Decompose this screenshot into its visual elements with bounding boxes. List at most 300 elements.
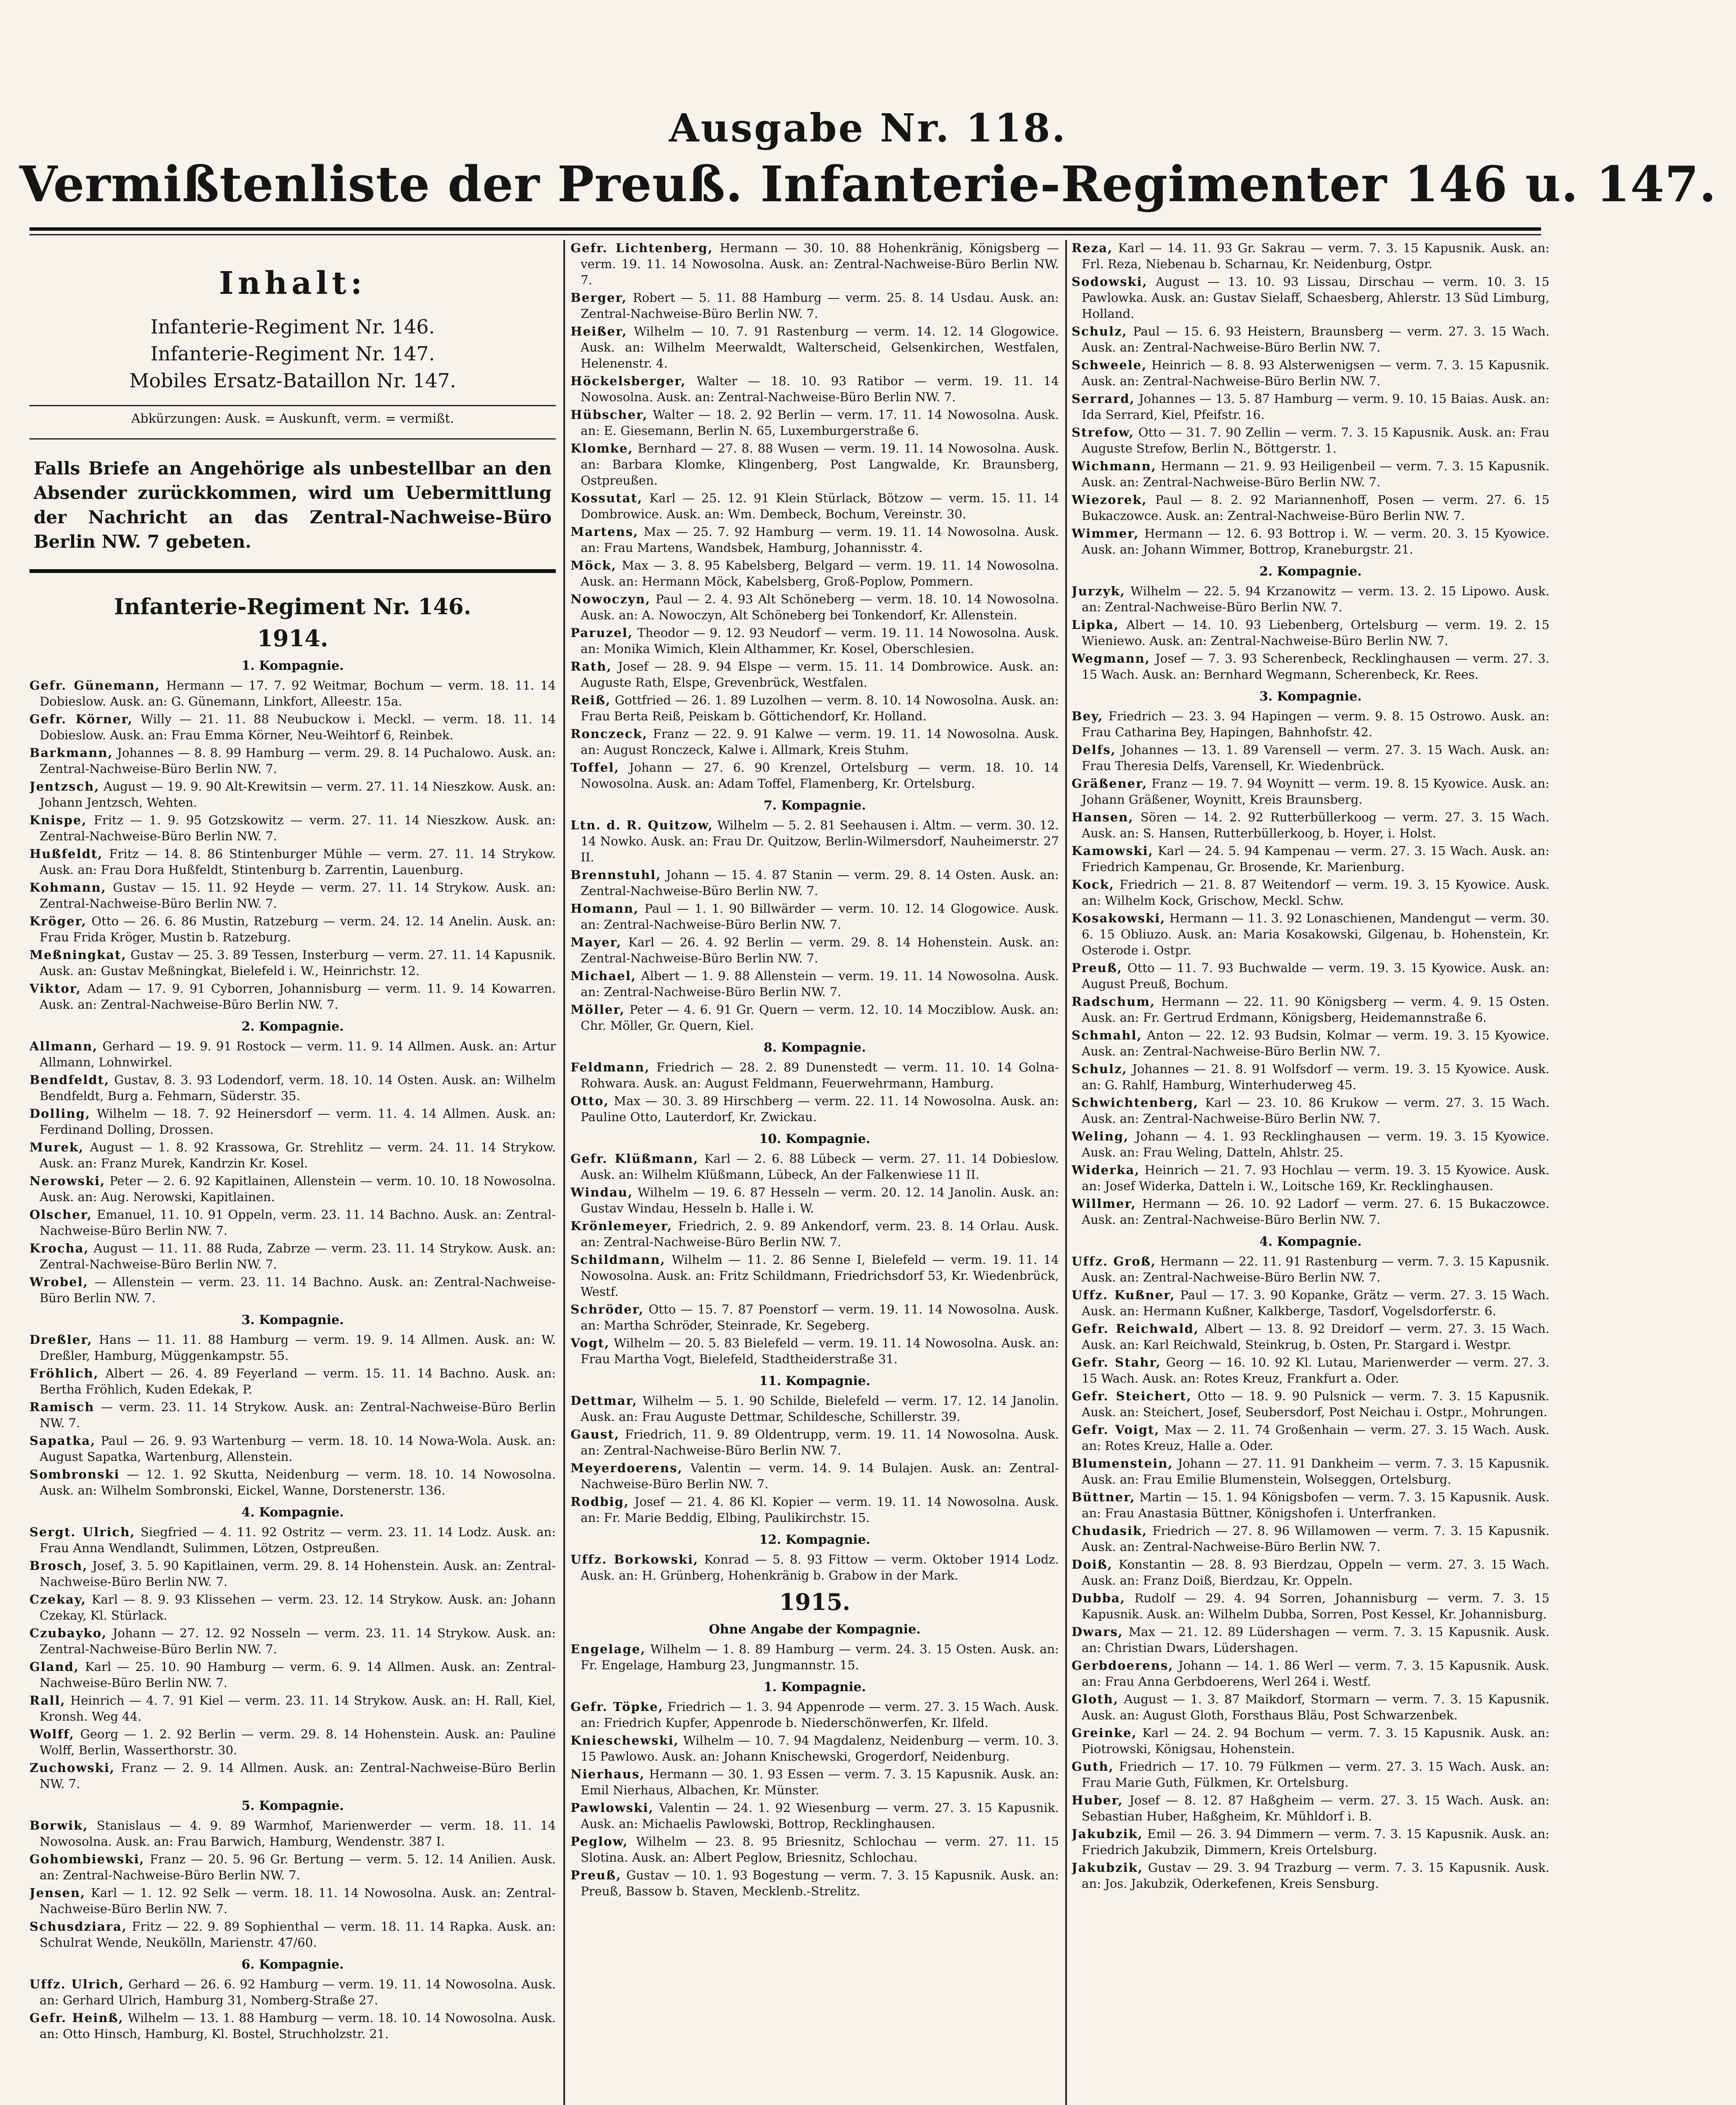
entry-details: August — 13. 10. 93 Lissau, Dirschau — verm. 10. 3. 15 Pawlowka. Ausk. an: Gustav Sielaff, Schaesberg, Ahlerstr. 13 Süd Limburg, Holland. (1082, 274, 1549, 321)
entry-name: Höckelsberger, (571, 374, 686, 388)
entry-name: Reiß, (571, 693, 611, 707)
entry-details: Johann — 27. 12. 92 Nosseln — verm. 23. 11. 14 Strykow. Ausk. an: Zentral-Nachweise-Büro Berlin NW. 7. (40, 1626, 556, 1656)
entry-name: Kock, (1072, 877, 1115, 892)
list-entry (1072, 809, 1549, 841)
entry-details: Karl — 1. 12. 92 Selk — verm. 18. 11. 14 Nowosolna. Ausk. an: Zentral-Nachweise-Büro Berlin NW. 7. (40, 1886, 556, 1916)
entry-name: Huber, (1072, 1793, 1123, 1807)
list-entry (29, 1240, 556, 1272)
entry-details: Johannes — 13. 1. 89 Varensell — verm. 27. 3. 15 Wach. Ausk. an: Frau Theresia Delfs, Varensell, Kr. Wiedenbrück. (1082, 743, 1549, 773)
entry-details: Johann — 27. 6. 90 Krenzel, Ortelsburg — verm. 18. 10. 14 Nowosolna. Ausk. an: Adam Toffel, Flamenberg, Kr. Ortelsburg. (581, 760, 1059, 791)
entry-name: Gaust, (571, 1427, 620, 1442)
list-entry (571, 1766, 1059, 1798)
entry-name: Gefr. Töpke, (571, 1700, 664, 1714)
list-entry (29, 1817, 556, 1849)
entry-name: Chudasik, (1072, 1524, 1147, 1538)
column-3-entries (1072, 240, 1549, 1892)
entry-details: Albert — 1. 9. 88 Allenstein — verm. 19. 11. 14 Nowosolna. Ausk. an: Zentral-Nachweise-Büro Berlin NW. 7. (581, 969, 1059, 999)
entry-name: Blumenstein, (1072, 1456, 1173, 1471)
list-entry (571, 1093, 1059, 1125)
year-heading: 1914. (257, 625, 328, 652)
list-entry (571, 557, 1059, 589)
entry-details: Rudolf — 29. 4. 94 Sorren, Johannisburg — verm. 7. 3. 15 Kapusnik. Ausk. an: Wilhelm Dubba, Sorren, Post Kessel, Kr. Johannisburg. (1082, 1591, 1549, 1621)
list-entry (571, 692, 1059, 724)
entry-name: Gefr. Lichtenberg, (571, 241, 713, 255)
entry-name: Klomke, (571, 441, 633, 456)
entry-details: Paul — 26. 9. 93 Wartenburg — verm. 18. 10. 14 Nowa-Wola. Ausk. an: August Sapatka, Wartenburg, Allenstein. (40, 1434, 556, 1464)
entry-name: Gefr. Voigt, (1072, 1423, 1160, 1437)
entry-name: Otto, (571, 1094, 609, 1108)
list-entry (1072, 525, 1549, 557)
list-entry (29, 1851, 556, 1883)
list-entry (571, 1218, 1059, 1250)
list-entry (1072, 357, 1549, 389)
company-heading: 1. Kompagnie. (241, 658, 344, 673)
entry-name: Wolff, (29, 1727, 75, 1741)
entry-name: Lipka, (1072, 618, 1119, 632)
list-entry (1072, 708, 1549, 740)
entry-name: Olscher, (29, 1207, 93, 1222)
company-heading: 3. Kompagnie. (1259, 689, 1362, 704)
list-entry (29, 1976, 556, 2008)
entry-name: Gohombiewski, (29, 1852, 145, 1866)
entry-name: Uffz. Ulrich, (29, 1977, 124, 1991)
entry-details: Otto — 31. 7. 90 Zellin — verm. 7. 3. 15 Kapusnik. Ausk. an: Frau Auguste Strefow, Berlin N., Böttgerstr. 1. (1082, 425, 1549, 456)
entry-details: Friedrich — 28. 2. 89 Dunenstedt — verm. 11. 10. 14 Golna-Rohwara. Ausk. an: August Feldmann, Feuerwehrmann, Hamburg. (581, 1060, 1059, 1090)
list-entry (29, 1139, 556, 1171)
list-entry (29, 1591, 556, 1623)
list-entry (571, 1393, 1059, 1425)
entry-name: Möller, (571, 1002, 625, 1017)
list-entry (1072, 424, 1549, 456)
entry-details: August — 19. 9. 90 Alt-Krewitsin — verm. 27. 11. 14 Nieszkow. Ausk. an: Johann Jentzsch, Wehten. (40, 779, 556, 810)
entry-details: Hermann — 26. 10. 92 Ladorf — verm. 27. 6. 15 Bukaczowce. Ausk. an: Zentral-Nachweise-Büro Berlin NW. 7. (1082, 1196, 1549, 1227)
list-entry (1072, 877, 1549, 909)
entry-name: Widerka, (1072, 1163, 1140, 1177)
entry-details: Johannes — 8. 8. 99 Hamburg — verm. 29. 8. 14 Puchalowo. Ausk. an: Zentral-Nachweise-Büro Berlin NW. 7. (40, 746, 556, 776)
list-entry (29, 1918, 556, 1950)
list-entry (571, 759, 1059, 791)
regiment-heading: Infanterie-Regiment Nr. 146. (114, 594, 472, 620)
entry-details: Josef, 3. 5. 90 Kapitlainen, verm. 29. 8. 14 Hohenstein. Ausk. an: Zentral-Nachweise-Büro Berlin NW. 7. (40, 1559, 556, 1589)
entry-details: Otto — 26. 6. 86 Mustin, Ratzeburg — verm. 24. 12. 14 Anelin. Ausk. an: Frau Frida Kröger, Mustin b. Ratzeburg. (40, 914, 556, 944)
list-entry (1072, 1624, 1549, 1656)
entry-details: Franz — 2. 9. 14 Allmen. Ausk. an: Zentral-Nachweise-Büro Berlin NW. 7. (40, 1761, 556, 1791)
entry-name: Jakubzik, (1072, 1860, 1143, 1875)
list-entry (571, 591, 1059, 623)
entry-name: Barkmann, (29, 746, 113, 760)
entry-name: Wichmann, (1072, 459, 1157, 473)
entry-name: Schusdziara, (29, 1919, 127, 1934)
entry-details: Wilhelm — 13. 1. 88 Hamburg — verm. 18. 10. 14 Nowosolna. Ausk. an: Otto Hinsch, Hamburg, Kl. Bostel, Struchholzstr. 21. (40, 2011, 556, 2041)
entry-name: Büttner, (1072, 1490, 1136, 1504)
entry-details: Gustav — 15. 11. 92 Heyde — verm. 27. 11. 14 Strykow. Ausk. an: Zentral-Nachweise-Büro Berlin NW. 7. (40, 880, 556, 911)
list-entry (1072, 1196, 1549, 1228)
list-entry (571, 524, 1059, 556)
list-entry (571, 901, 1059, 933)
list-entry (571, 1335, 1059, 1367)
entry-name: Schröder, (571, 1302, 644, 1316)
entry-name: Wegmann, (1072, 651, 1150, 666)
list-entry (571, 1252, 1059, 1300)
entry-details: Franz — 20. 5. 96 Gr. Bertung — verm. 5. 12. 14 Anilien. Ausk. an: Zentral-Nachweise-Büro Berlin NW. 7. (40, 1852, 556, 1882)
entry-details: Friedrich — 17. 10. 79 Fülkmen — verm. 27. 3. 15 Wach. Ausk. an: Frau Marie Guth, Fülkmen, Kr. Ortelsburg. (1082, 1759, 1549, 1790)
list-entry (1072, 1860, 1549, 1892)
column-1-entries (29, 658, 556, 2042)
entry-name: Delfs, (1072, 743, 1116, 757)
entry-details: Otto — 15. 7. 87 Poenstorf — verm. 19. 11. 14 Nowosolna. Ausk. an: Martha Schröder, Steinrade, Kr. Segeberg. (581, 1302, 1059, 1332)
entry-details: Gustav — 29. 3. 94 Trazburg — verm. 7. 3. 15 Kapusnik. Ausk. an: Jos. Jakubzik, Oderkefenen, Kreis Sensburg. (1082, 1860, 1549, 1891)
list-entry (1072, 1523, 1549, 1555)
entry-name: Gefr. Reichwald, (1072, 1322, 1199, 1336)
entry-details: Emanuel, 11. 10. 91 Oppeln, verm. 23. 11. 14 Bachno. Ausk. an: Zentral-Nachweise-Büro Berlin NW. 7. (40, 1207, 556, 1238)
entry-details: Konstantin — 28. 8. 93 Bierdzau, Oppeln — verm. 27. 3. 15 Wach. Ausk. an: Franz Doiß, Bierdzau, Kr. Oppeln. (1082, 1557, 1549, 1588)
entry-name: Ltn. d. R. Quitzow, (571, 818, 713, 832)
entry-name: Dreßler, (29, 1332, 93, 1347)
notice-text: Falls Briefe an Angehörige als unbestellbar an den Absender zurückkommen, wird um Uebermittlung der Nachricht an das Zentral-Nachweise-Büro Berlin NW. 7 gebeten. (34, 458, 552, 552)
list-entry (29, 1885, 556, 1917)
list-entry (1072, 458, 1549, 490)
entry-details: Johann — 27. 11. 91 Dankheim — verm. 7. 3. 15 Kapusnik. Ausk. an: Frau Emilie Blumenstein, Wolseggen, Ortelsburg. (1082, 1456, 1549, 1487)
entry-details: Walter — 18. 2. 92 Berlin — verm. 17. 11. 14 Nowosolna. Ausk. an: E. Giesemann, Berlin N. 65, Luxemburgerstraße 6. (581, 408, 1059, 438)
entry-details: Wilhelm — 5. 1. 90 Schilde, Bielefeld — verm. 17. 12. 14 Janolin. Ausk. an: Frau Auguste Dettmar, Schildesche, Schillerstr. 39. (581, 1394, 1059, 1424)
list-entry (1072, 1691, 1549, 1723)
entry-details: Hermann — 12. 6. 93 Bottrop i. W. — verm. 20. 3. 15 Kyowice. Ausk. an: Johann Wimmer, Bottrop, Kraneburgstr. 21. (1082, 526, 1549, 557)
entry-name: Martens, (571, 525, 639, 539)
list-entry (1072, 1422, 1549, 1454)
entry-details: Karl — 8. 9. 93 Klissehen — verm. 23. 12. 14 Strykow. Ausk. an: Johann Czekay, Kl. Stürlack. (40, 1592, 556, 1623)
entry-name: Uffz. Borkowski, (571, 1552, 699, 1567)
entry-details: Wilhelm — 10. 7. 91 Rastenburg — verm. 14. 12. 14 Glogowice. Ausk. an: Wilhelm Meerwaldt, Walterscheid, Gelsenkirchen, Westfalen, Helenenstr. 4. (581, 324, 1059, 370)
contents-item: Mobiles Ersatz-Bataillon Nr. 147. (129, 369, 456, 392)
list-entry (1072, 960, 1549, 992)
entry-name: Kossutat, (571, 491, 643, 505)
entry-name: Willmer, (1072, 1196, 1136, 1211)
entry-details: Albert — 14. 10. 93 Liebenberg, Ortelsburg — verm. 19. 2. 15 Wieniewo. Ausk. an: Zentral-Nachweise-Büro Berlin NW. 7. (1082, 618, 1549, 648)
entry-details: Albert — 26. 4. 89 Feyerland — verm. 15. 11. 14 Bachno. Ausk. an: Bertha Fröhlich, Kuden Edekak, P. (40, 1366, 556, 1396)
column-divider (563, 240, 565, 2105)
entry-name: Sombronski (29, 1467, 120, 1481)
entry-name: Fröhlich, (29, 1366, 99, 1380)
entry-name: Gefr. Steichert, (1072, 1389, 1192, 1403)
entry-details: Wilhelm — 22. 5. 94 Krzanowitz — verm. 13. 2. 15 Lipowo. Ausk. an: Zentral-Nachweise-Büro Berlin NW. 7. (1082, 584, 1549, 614)
entry-details: Friedrich, 11. 9. 89 Oldentrupp, verm. 19. 11. 14 Nowosolna. Ausk. an: Zentral-Nachweise-Büro Berlin NW. 7. (581, 1427, 1059, 1458)
entry-name: Sapatka, (29, 1434, 96, 1448)
entry-name: Zuchowski, (29, 1761, 115, 1775)
list-entry (571, 625, 1059, 657)
list-entry (571, 658, 1059, 690)
entry-details: Gustav — 10. 1. 93 Bogestung — verm. 7. 3. 15 Kapusnik. Ausk. an: Preuß, Bassow b. Staven, Mecklenb.-Strelitz. (581, 1868, 1059, 1898)
entry-details: Gerhard — 26. 6. 92 Hamburg — verm. 19. 11. 14 Nowosolna. Ausk. an: Gerhard Ulrich, Hamburg 31, Nomberg-Straße 27. (40, 1977, 556, 2007)
entry-details: Georg — 1. 2. 92 Berlin — verm. 29. 8. 14 Hohenstein. Ausk. an: Pauline Wolff, Berlin, Wasserthorstr. 30. (40, 1727, 556, 1757)
list-entry (29, 1106, 556, 1138)
entry-name: Pawlowski, (571, 1801, 654, 1815)
entry-details: Karl — 14. 11. 93 Gr. Sakrau — verm. 7. 3. 15 Kapusnik. Ausk. an: Frl. Reza, Niebenau b. Scharnau, Kr. Neidenburg, Ostpr. (1082, 241, 1549, 271)
entry-name: Schmahl, (1072, 1028, 1142, 1042)
entry-details: Siegfried — 4. 11. 92 Ostritz — verm. 23. 11. 14 Lodz. Ausk. an: Frau Anna Wendlandt, Sulimmen, Lötzen, Ostpreußen. (40, 1525, 556, 1555)
entry-name: Viktor, (29, 981, 82, 996)
entry-details: Theodor — 9. 12. 93 Neudorf — verm. 19. 11. 14 Nowosolna. Ausk. an: Monika Wimich, Klein Althammer, Kr. Kosel, Oberschlesien. (581, 626, 1059, 656)
entry-name: Toffel, (571, 760, 620, 775)
entry-details: Johann — 4. 1. 93 Recklinghausen — verm. 19. 3. 15 Kyowice. Ausk. an: Frau Weling, Datteln, Ahlstr. 25. (1082, 1129, 1549, 1159)
entry-details: August — 11. 11. 88 Ruda, Zabrze — verm. 23. 11. 14 Strykow. Ausk. an: Zentral-Nachweise-Büro Berlin NW. 7. (40, 1241, 556, 1271)
entry-name: Schulz, (1072, 324, 1128, 338)
list-entry (1072, 1128, 1549, 1160)
company-heading: Ohne Angabe der Kompagnie. (709, 1622, 921, 1637)
list-entry (571, 1833, 1059, 1865)
entry-name: Brennstuhl, (571, 868, 661, 882)
list-entry (29, 1726, 556, 1758)
entry-name: Rodbig, (571, 1495, 629, 1509)
entry-name: Kröger, (29, 914, 87, 928)
entry-details: Max — 30. 3. 89 Hirschberg — verm. 22. 11. 14 Nowosolna. Ausk. an: Pauline Otto, Lauterdorf, Kr. Zwickau. (581, 1094, 1059, 1124)
list-entry (1072, 1455, 1549, 1487)
list-entry (571, 1641, 1059, 1673)
list-entry (571, 440, 1059, 488)
entry-name: Jensen, (29, 1886, 86, 1900)
list-entry (29, 1760, 556, 1792)
entry-details: Adam — 17. 9. 91 Cyborren, Johannisburg — verm. 11. 9. 14 Kowarren. Ausk. an: Zentral-Nachweise-Büro Berlin NW. 7. (40, 981, 556, 1012)
company-heading: 1. Kompagnie. (763, 1680, 866, 1695)
entry-details: Martin — 15. 1. 94 Königsbofen — verm. 7. 3. 15 Kapusnik. Ausk. an: Frau Anastasia Büttner, Königshofen i. Unterfranken. (1082, 1490, 1549, 1520)
entry-name: Gefr. Günemann, (29, 678, 160, 693)
entry-name: Allmann, (29, 1039, 98, 1053)
entry-details: Hermann — 22. 11. 91 Rastenburg — verm. 7. 3. 15 Kapusnik. Ausk. an: Zentral-Nachweise-Büro Berlin NW. 7. (1082, 1254, 1549, 1284)
entry-name: Gerbdoerens, (1072, 1658, 1174, 1673)
list-entry (29, 1659, 556, 1691)
list-entry (571, 290, 1059, 322)
entry-name: Michael, (571, 969, 637, 983)
list-entry (1072, 843, 1549, 875)
company-heading: 12. Kompagnie. (759, 1532, 870, 1547)
entry-details: Anton — 22. 12. 93 Budsin, Kolmar — verm. 19. 3. 15 Kyowice. Ausk. an: Zentral-Nachweise-Büro Berlin NW. 7. (1082, 1028, 1549, 1058)
page-title: Vermißtenliste der Preuß. Infanterie-Regimenter 146 u. 147. (19, 156, 1717, 213)
entry-details: Gottfried — 26. 1. 89 Luzolhen — verm. 8. 10. 14 Nowosolna. Ausk. an: Frau Berta Reiß, Peiskam b. Göttichendorf, Kr. Holland. (581, 693, 1059, 723)
entry-name: Kosakowski, (1072, 911, 1165, 925)
list-entry (29, 1365, 556, 1397)
abbreviations: Abkürzungen: Ausk. = Auskunft, verm. = vermißt. (131, 411, 454, 426)
entry-details: Heinrich — 4. 7. 91 Kiel — verm. 23. 11. 14 Strykow. Ausk. an: H. Rall, Kiel, Kronsh. Weg 44. (40, 1693, 556, 1724)
entry-name: Paruzel, (571, 626, 633, 640)
list-entry (1072, 1287, 1549, 1319)
entry-details: Paul — 2. 4. 93 Alt Schöneberg — verm. 18. 10. 14 Nowosolna. Ausk. an: A. Nowoczyn, Alt Schöneberg bei Tonkendorf, Kr. Allenstein. (581, 592, 1059, 622)
list-entry (29, 879, 556, 911)
contents-rule (29, 438, 556, 440)
list-entry (29, 677, 556, 709)
column-2 (571, 240, 1059, 2105)
list-entry (571, 323, 1059, 371)
list-entry (571, 1699, 1059, 1731)
list-entry (29, 1558, 556, 1590)
list-entry (29, 1038, 556, 1070)
entry-details: Hermann — 11. 3. 92 Lonaschienen, Mandengut — verm. 30. 6. 15 Obliuzo. Ausk. an: Maria Kosakowski, Gilgenau, b. Hohenstein, Kr. Osterode i. Ostpr. (1082, 911, 1549, 957)
list-entry (29, 1433, 556, 1465)
list-entry (29, 1399, 556, 1431)
entry-details: Peter — 4. 6. 91 Gr. Quern — verm. 12. 10. 14 Mocziblow. Ausk. an: Chr. Möller, Gr. Quern, Kiel. (581, 1002, 1059, 1033)
list-entry (1072, 1162, 1549, 1194)
list-entry (1072, 391, 1549, 423)
list-entry (1072, 1725, 1549, 1757)
entry-details: Gustav — 25. 3. 89 Tessen, Insterburg — verm. 27. 11. 14 Kapusnik. Ausk. an: Gustav Meßningkat, Bielefeld i. W., Heinrichstr. 12. (40, 948, 556, 978)
list-entry (1072, 1556, 1549, 1588)
entry-details: Peter — 2. 6. 92 Kapitlainen, Allenstein — verm. 10. 10. 18 Nowosolna. Ausk. an: Aug. Nerowski, Kapitlainen. (40, 1174, 556, 1204)
company-heading: 2. Kompagnie. (241, 1019, 344, 1034)
entry-details: Gerhard — 19. 9. 91 Rostock — verm. 11. 9. 14 Allmen. Ausk. an: Artur Allmann, Lohnwirkel. (40, 1039, 556, 1069)
entry-name: Doiß, (1072, 1557, 1113, 1572)
list-entry (571, 373, 1059, 405)
entry-details: Paul — 1. 1. 90 Billwärder — verm. 10. 12. 14 Glogowice. Ausk. an: Zentral-Nachweise-Büro Berlin NW. 7. (581, 901, 1059, 932)
entry-details: Karl — 25. 10. 90 Hamburg — verm. 6. 9. 14 Allmen. Ausk. an: Zentral-Nachweise-Büro Berlin NW. 7. (40, 1660, 556, 1690)
entry-name: Peglow, (571, 1834, 628, 1849)
entry-details: Heinrich — 21. 7. 93 Hochlau — verm. 19. 3. 15 Kyowice. Ausk. an: Josef Widerka, Datteln i. W., Loitsche 169, Kr. Recklinghausen. (1082, 1163, 1549, 1193)
list-entry (29, 812, 556, 844)
entry-name: Dettmar, (571, 1394, 638, 1408)
entry-name: Preuß, (1072, 961, 1123, 975)
entry-name: Bey, (1072, 709, 1104, 723)
entry-details: — verm. 23. 11. 14 Strykow. Ausk. an: Zentral-Nachweise-Büro Berlin NW. 7. (40, 1400, 556, 1430)
entry-details: Wilhelm — 19. 6. 87 Hesseln — verm. 20. 12. 14 Janolin. Ausk. an: Gustav Windau, Hesseln b. Halle i. W. (581, 1185, 1059, 1215)
entry-details: Johannes — 21. 8. 91 Wolfsdorf — verm. 19. 3. 15 Kyowice. Ausk. an: G. Rahlf, Hamburg, Winterhuderweg 45. (1082, 1062, 1549, 1092)
list-entry (1072, 583, 1549, 615)
entry-name: Dolling, (29, 1106, 91, 1121)
entry-details: Max — 25. 7. 92 Hamburg — verm. 19. 11. 14 Nowosolna. Ausk. an: Frau Martens, Wandsbek, Hamburg, Johannisstr. 4. (581, 525, 1059, 555)
entry-details: Stanislaus — 4. 9. 89 Warmhof, Marienwerder — verm. 18. 11. 14 Nowosolna. Ausk. an: Frau Barwich, Hamburg, Wendenstr. 387 I. (40, 1818, 556, 1849)
entry-details: Franz — 19. 7. 94 Woynitt — verm. 19. 8. 15 Kyowice. Ausk. an: Johann Gräßener, Woynitt, Kreis Braunsberg. (1082, 776, 1549, 807)
entry-name: Hansen, (1072, 810, 1134, 824)
list-entry (1072, 1027, 1549, 1059)
list-entry (1072, 1388, 1549, 1420)
list-entry (29, 1207, 556, 1239)
entry-details: Willy — 21. 11. 88 Neubuckow i. Meckl. — verm. 18. 11. 14 Dobieslow. Ausk. an: Frau Emma Körner, Neu-Weihtorf 6, Reinbek. (40, 712, 556, 742)
entry-details: Karl — 26. 4. 92 Berlin — verm. 29. 8. 14 Hohenstein. Ausk. an: Zentral-Nachweise-Büro Berlin NW. 7. (581, 935, 1059, 965)
entry-name: Ronczeck, (571, 727, 648, 741)
list-entry (1072, 1792, 1549, 1824)
list-entry (1072, 994, 1549, 1026)
entry-name: Gefr. Körner, (29, 712, 133, 726)
list-entry (571, 1460, 1059, 1492)
entry-name: Krocha, (29, 1241, 89, 1255)
entry-details: Wilhelm — 10. 7. 94 Magdalenz, Neidenburg — verm. 10. 3. 15 Pawlowo. Ausk. an: Johann Knischewski, Grogerdorf, Neidenburg. (581, 1733, 1059, 1764)
header-rule (29, 227, 1541, 231)
entry-name: Sergt. Ulrich, (29, 1525, 136, 1539)
entry-details: Josef — 21. 4. 86 Kl. Kopier — verm. 19. 11. 14 Nowosolna. Ausk. an: Fr. Marie Beddig, Elbing, Paulikirchstr. 15. (581, 1495, 1059, 1525)
entry-name: Wiezorek, (1072, 493, 1147, 507)
entry-details: Johannes — 13. 5. 87 Hamburg — verm. 9. 10. 15 Baias. Ausk. an: Ida Serrard, Kiel, Pfeifstr. 16. (1082, 392, 1549, 422)
entry-name: Preuß, (571, 1868, 621, 1882)
entry-details: Albert — 13. 8. 92 Dreidorf — verm. 27. 3. 15 Wach. Ausk. an: Karl Reichwald, Steinkrug, b. Osten, Pr. Stargard i. Westpr. (1082, 1322, 1549, 1352)
entry-details: Wilhelm — 11. 2. 86 Senne I, Bielefeld — verm. 19. 11. 14 Nowosolna. Ausk. an: Fritz Schildmann, Friedrichsdorf 53, Kr. Wiedenbrück, Westf. (581, 1252, 1059, 1299)
entry-name: Gefr. Klüßmann, (571, 1151, 699, 1166)
entry-name: Vogt, (571, 1336, 610, 1350)
entry-name: Nierhaus, (571, 1767, 645, 1781)
list-entry (571, 968, 1059, 1000)
entry-name: Gloth, (1072, 1692, 1119, 1706)
issue-number: Ausgabe Nr. 118. (669, 105, 1067, 151)
entry-details: Hermann — 17. 7. 92 Weitmar, Bochum — verm. 18. 11. 14 Dobieslow. Ausk. an: G. Günemann, Linkfort, Alleestr. 15a. (40, 678, 556, 709)
entry-name: Dubba, (1072, 1591, 1125, 1605)
entry-name: Gefr. Stahr, (1072, 1355, 1161, 1370)
list-entry (29, 1332, 556, 1364)
list-entry (1072, 1759, 1549, 1791)
list-entry (571, 240, 1059, 288)
entry-name: Reza, (1072, 241, 1113, 255)
list-entry (571, 1732, 1059, 1764)
list-entry (29, 711, 556, 743)
entry-name: Windau, (571, 1185, 633, 1199)
entry-name: Jakubzik, (1072, 1827, 1143, 1841)
column-3 (1072, 240, 1549, 2105)
entry-details: Sören — 14. 2. 92 Rutterbüllerkoog — verm. 27. 3. 15 Wach. Ausk. an: S. Hansen, Rutterbüllerkoog, b. Hoyer, i. Holst. (1082, 810, 1549, 840)
list-entry (571, 1551, 1059, 1583)
entry-name: Weling, (1072, 1129, 1129, 1143)
entry-details: Karl — 2. 6. 88 Lübeck — verm. 27. 11. 14 Dobieslow. Ausk. an: Wilhelm Klüßmann, Lübeck, An der Falkenwiese 11 II. (581, 1151, 1059, 1182)
company-heading: 2. Kompagnie. (1259, 564, 1362, 579)
list-entry (1072, 323, 1549, 355)
entry-details: Josef — 28. 9. 94 Elspe — verm. 15. 11. 14 Dombrowice. Ausk. an: Auguste Rath, Elspe, Grevenbrück, Westfalen. (581, 659, 1059, 690)
list-entry (571, 1301, 1059, 1333)
list-entry (1072, 617, 1549, 649)
company-heading: 11. Kompagnie. (759, 1374, 870, 1388)
entry-name: Guth, (1072, 1759, 1114, 1774)
entry-name: Homann, (571, 901, 639, 916)
entry-details: Karl — 24. 2. 94 Bochum — verm. 7. 3. 15 Kapusnik. Ausk. an: Piotrowski, Königsau, Hohenstein. (1082, 1726, 1549, 1756)
entry-name: Czekay, (29, 1592, 87, 1607)
entry-name: Krönlemeyer, (571, 1219, 673, 1233)
contents-rule (29, 405, 556, 406)
entry-name: Strefow, (1072, 425, 1134, 440)
entry-details: — 12. 1. 92 Skutta, Neidenburg — verm. 18. 10. 14 Nowosolna. Ausk. an: Wilhelm Sombronski, Eickel, Wanne, Dorstenerstr. 136. (40, 1467, 556, 1497)
entry-name: Schildmann, (571, 1252, 666, 1267)
entry-name: Schweele, (1072, 358, 1147, 372)
entry-name: Jurzyk, (1072, 584, 1125, 598)
entry-name: Jentzsch, (29, 779, 100, 794)
entry-details: August — 1. 8. 92 Krassowa, Gr. Strehlitz — verm. 24. 11. 14 Strykow. Ausk. an: Franz Murek, Kandrzin Kr. Kosel. (40, 1140, 556, 1170)
entry-details: Max — 3. 8. 95 Kabelsberg, Belgard — verm. 19. 11. 14 Nowosolna. Ausk. an: Hermann Möck, Kabelsberg, Groß-Poplow, Pommern. (581, 558, 1059, 589)
entry-name: Uffz. Kußner, (1072, 1288, 1176, 1302)
list-entry (29, 913, 556, 945)
year-heading: 1915. (779, 1588, 851, 1615)
list-entry (1072, 742, 1549, 774)
entry-name: Kohmann, (29, 880, 107, 895)
entry-name: Radschum, (1072, 994, 1155, 1009)
entry-details: Wilhelm — 23. 8. 95 Briesnitz, Schlochau — verm. 27. 11. 15 Slotina. Ausk. an: Albert Peglow, Briesnitz, Schlochau. (581, 1834, 1059, 1865)
header-rule-thin (29, 234, 1541, 235)
list-entry (571, 490, 1059, 522)
entry-name: Feldmann, (571, 1060, 650, 1074)
entry-name: Czubayko, (29, 1626, 107, 1640)
entry-details: Wilhelm — 1. 8. 89 Hamburg — verm. 24. 3. 15 Osten. Ausk. an: Fr. Engelage, Hamburg 23, Jungmannstr. 15. (581, 1642, 1059, 1672)
list-entry (571, 726, 1059, 758)
list-entry (29, 1524, 556, 1556)
entry-name: Gland, (29, 1660, 80, 1674)
entry-details: Josef — 7. 3. 93 Scherenbeck, Recklinghausen — verm. 27. 3. 15 Wach. Ausk. an: Bernhard Wegmann, Scherenbeck, Kr. Rees. (1082, 651, 1549, 682)
entry-details: Wilhelm — 5. 2. 81 Seehausen i. Altm. — verm. 30. 12. 14 Nowko. Ausk. an: Frau Dr. Quitzow, Berlin-Wilmersdorf, Nauheimerstr. 27 II. (581, 818, 1059, 864)
list-entry (1072, 274, 1549, 322)
entry-name: Murek, (29, 1140, 84, 1154)
entry-details: Valentin — 24. 1. 92 Wiesenburg — verm. 27. 3. 15 Kapusnik. Ausk. an: Michaelis Pawlowski, Bottrop, Recklinghausen. (581, 1801, 1059, 1831)
list-entry (29, 846, 556, 878)
list-entry (1072, 1321, 1549, 1353)
entry-name: Schulz, (1072, 1062, 1128, 1076)
company-heading: 3. Kompagnie. (241, 1313, 344, 1327)
section-rule (29, 569, 556, 573)
entry-name: Mayer, (571, 935, 622, 949)
entry-name: Berger, (571, 290, 627, 305)
list-entry (1072, 1061, 1549, 1093)
entry-details: Hans — 11. 11. 88 Hamburg — verm. 19. 9. 14 Allmen. Ausk. an: W. Dreßler, Hamburg, Müggenkampstr. 55. (40, 1332, 556, 1363)
list-entry (29, 745, 556, 777)
entry-details: Friedrich — 21. 8. 87 Weitendorf — verm. 19. 3. 15 Kyowice. Ausk. an: Wilhelm Kock, Grischow, Meckl. Schw. (1082, 877, 1549, 908)
company-heading: 8. Kompagnie. (763, 1040, 866, 1055)
